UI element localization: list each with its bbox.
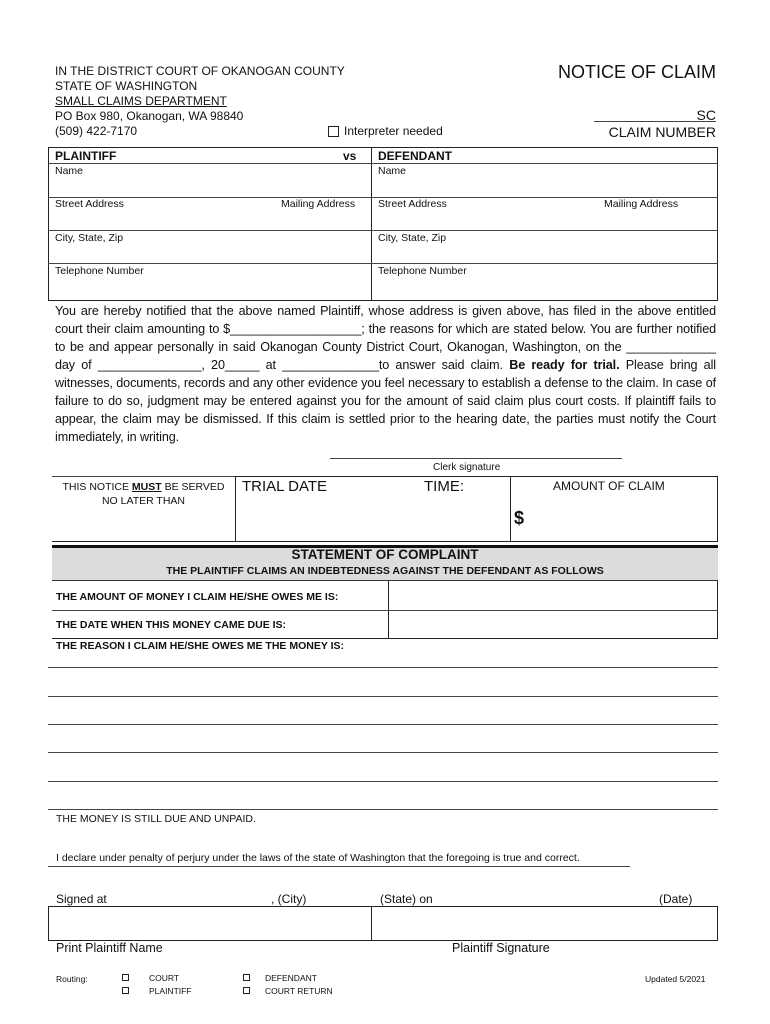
city-label: , (City) [271,892,307,906]
route-court-return-label: COURT RETURN [265,986,333,996]
reason-line [48,667,718,668]
print-name-label: Print Plaintiff Name [56,941,163,955]
signed-at-label: Signed at [56,892,107,906]
plaintiff-signature-label: Plaintiff Signature [452,941,550,955]
signature-field[interactable] [372,907,717,940]
plaintiff-city-label: City, State, Zip [55,232,124,244]
notice-bold: Be ready for trial. [509,358,620,372]
sc-label: SC [696,107,716,123]
defendant-name-label: Name [378,165,407,177]
route-court-label: COURT [149,973,180,983]
reason-line [48,752,718,753]
reason-label: THE REASON I CLAIM HE/SHE OWES ME THE MONEY IS: [56,640,344,652]
routing-label: Routing: [56,974,88,984]
amount-claimed-label: THE AMOUNT OF MONEY I CLAIM HE/SHE OWES ME IS: [56,591,339,603]
route-plaintiff-checkbox[interactable] [122,987,129,994]
route-court-checkbox[interactable] [122,974,129,981]
plaintiff-name-label: Name [55,165,84,177]
plaintiff-phone-label: Telephone Number [55,265,144,277]
reason-line [48,809,718,810]
perjury-declaration: I declare under penalty of perjury under the laws of the state of Washington that the foregoing is true and correct. [56,852,580,864]
trial-date-label: TRIAL DATE [242,478,328,495]
still-due-statement: THE MONEY IS STILL DUE AND UNPAID. [56,813,256,825]
served-by-label: THIS NOTICE MUST BE SERVED NO LATER THAN [62,481,225,507]
reason-line [48,724,718,725]
court-line-4: PO Box 980, Okanogan, WA 98840 [55,109,244,123]
reason-line [48,781,718,782]
court-line-5: (509) 422-7170 [55,124,138,138]
routing-group-1 [122,972,192,998]
notice-text-2: Please bring all witnesses, documents, records and any other evidence you feel necessary to establish a defense to the claim. In case of failure to do so, judgment may be entered against you for the amount of said claim plus court costs. If plaintiff fails to appear, the claim may be dismissed. If this claim is settled prior to the hearing date, the parties must notify the Court immediately, in writing. [55,358,716,444]
plaintiff-street-label: Street Address [55,198,124,210]
complaint-title: STATEMENT OF COMPLAINT [291,547,479,562]
plaintiff-mailing-label: Mailing Address [281,198,356,210]
defendant-header: DEFENDANT [378,149,452,163]
date-label: (Date) [659,892,693,906]
defendant-phone-label: Telephone Number [378,265,467,277]
notice-text-1: You are hereby notified that the above named Plaintiff, whose address is given above, has filed in the above entitled court their claim amounting to $___________________; the reasons for which are stated below. You are further notified to be and appear personally in said Okanogan County District Court, Okanogan, Washington, on the _____________ day of _______________, 20_____ at ______________to answer said claim. [55,304,716,372]
clerk-signature-line [330,458,622,459]
time-label: TIME: [424,478,464,495]
route-defendant-checkbox[interactable] [243,974,250,981]
dollar-sign: $ [514,508,525,528]
vs-label: vs [343,149,357,163]
court-header [55,64,345,139]
court-line-3: SMALL CLAIMS DEPARTMENT [55,94,227,108]
interpreter-checkbox[interactable] [328,126,339,137]
defendant-city-label: City, State, Zip [378,232,447,244]
routing-group-2 [243,972,333,998]
date-due-label: THE DATE WHEN THIS MONEY CAME DUE IS: [56,619,287,631]
route-plaintiff-label: PLAINTIFF [149,986,192,996]
route-court-return-checkbox[interactable] [243,987,250,994]
route-defendant-label: DEFENDANT [265,973,317,983]
claim-number-label: CLAIM NUMBER [608,124,716,140]
page-title: NOTICE OF CLAIM [557,62,716,82]
plaintiff-header: PLAINTIFF [55,149,117,163]
defendant-street-label: Street Address [378,198,447,210]
court-line-2: STATE OF WASHINGTON [55,79,198,93]
interpreter-option[interactable] [328,124,443,138]
state-on-label: (State) on [380,892,433,906]
defendant-mailing-label: Mailing Address [604,198,679,210]
print-name-field[interactable] [49,907,370,940]
date-due-field[interactable] [390,612,716,638]
interpreter-label: Interpreter needed [344,124,443,138]
amount-of-claim-label: AMOUNT OF CLAIM [553,479,665,493]
court-line-1: IN THE DISTRICT COURT OF OKANOGAN COUNTY [55,64,345,78]
notice-paragraph [55,302,716,446]
must-emphasis: MUST [131,481,162,493]
clerk-signature-label: Clerk signature [433,462,501,473]
complaint-subtitle: THE PLAINTIFF CLAIMS AN INDEBTEDNESS AGAINST THE DEFENDANT AS FOLLOWS [166,565,604,577]
reason-line [48,696,718,697]
updated-date: Updated 5/2021 [645,974,706,984]
amount-claimed-field[interactable] [390,583,716,609]
